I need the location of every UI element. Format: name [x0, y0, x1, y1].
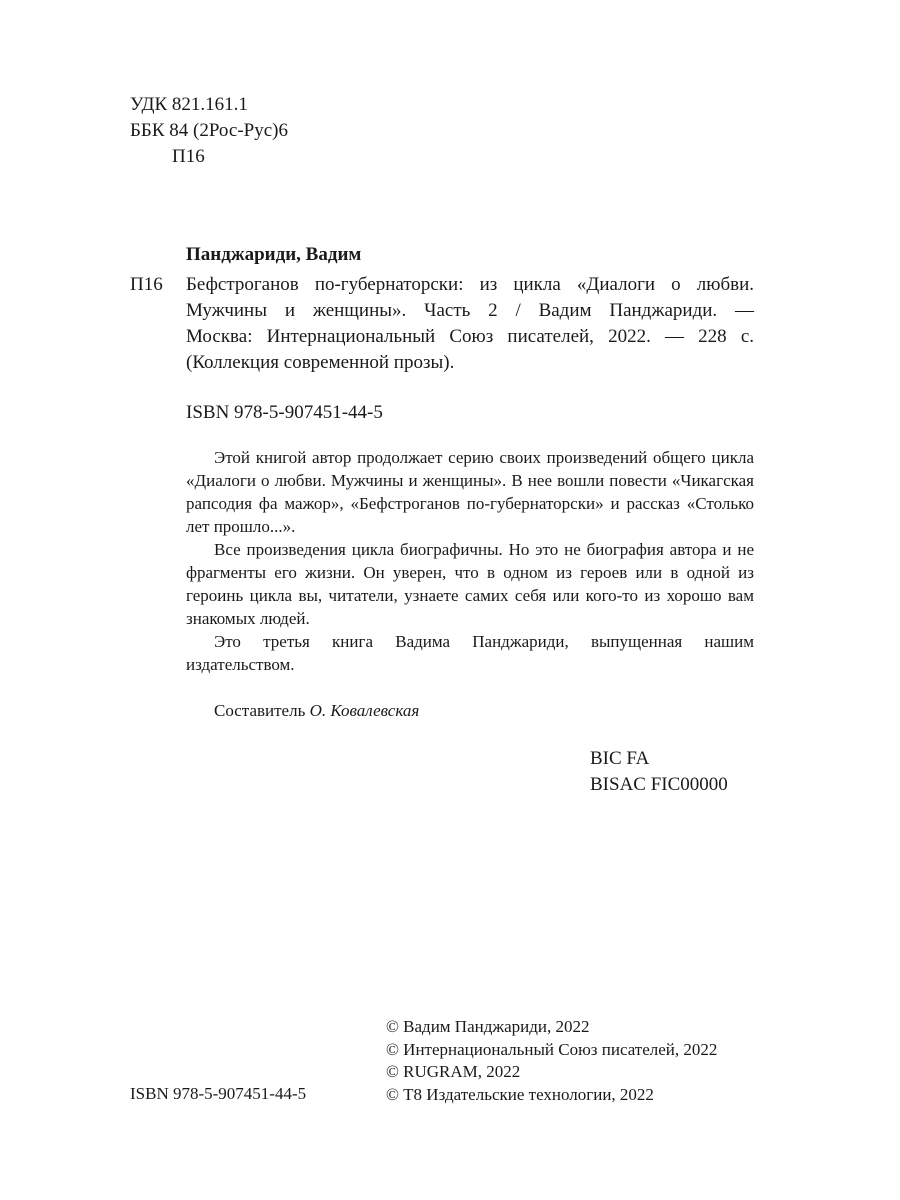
entry-isbn: ISBN 978-5-907451-44-5 — [186, 402, 383, 423]
entry-line: Мужчины и женщины». Часть 2 / Вадим Панджариди. — — [186, 300, 754, 321]
bisac-code: BISAC FIC00000 — [590, 774, 728, 795]
entry-line: Бефстроганов по-губернаторски: из цикла «Диалоги о любви. — [186, 274, 754, 295]
bic-code: BIC FA — [590, 748, 650, 769]
annotation — [186, 446, 754, 676]
copyright-line: © Т8 Издательские технологии, 2022 — [386, 1084, 654, 1104]
annotation-paragraph: Это третья книга Вадима Панджариди, выпущенная нашим издательством. — [186, 632, 754, 674]
annotation-paragraph: Все произведения цикла биографичны. Но это не биография автора и не фрагменты его жизни. Он уверен, что в одном из героев или в одной из героинь цикла вы, читатели, узнаете самих себя или кого-то из хорошо вам знакомых людей. — [186, 540, 754, 628]
annotation-paragraph: Этой книгой автор продолжает серию своих произведений общего цикла «Диалоги о любви. Мужчины и женщины». В нее вошли повести «Чикагская рапсодия фа мажор», «Бефстроганов по-губернаторски» и рассказ «Столько лет прошло...». — [186, 448, 754, 536]
entry-mark: П16 — [130, 274, 163, 295]
author-name: Панджариди, Вадим — [186, 244, 362, 265]
compiler-line — [214, 700, 419, 723]
copyright-line: © Интернациональный Союз писателей, 2022 — [386, 1039, 718, 1059]
copyright-line: © RUGRAM, 2022 — [386, 1062, 521, 1081]
compiler-name: О. Ковалевская — [309, 701, 420, 720]
udk-code: УДК 821.161.1 — [130, 94, 248, 115]
copyright-block — [386, 1016, 717, 1106]
author-mark: П16 — [172, 146, 205, 167]
compiler-label: Составитель — [214, 701, 306, 720]
entry-line: Москва: Интернациональный Союз писателей, 2022. — 228 с. — [186, 326, 754, 347]
copyright-line: © Вадим Панджариди, 2022 — [386, 1017, 590, 1036]
footer-isbn: ISBN 978-5-907451-44-5 — [130, 1084, 307, 1103]
entry-line: (Коллекция современной прозы). — [186, 352, 455, 373]
bbk-code: ББК 84 (2Рос-Рус)6 — [130, 120, 288, 141]
bibliographic-entry — [186, 272, 754, 376]
